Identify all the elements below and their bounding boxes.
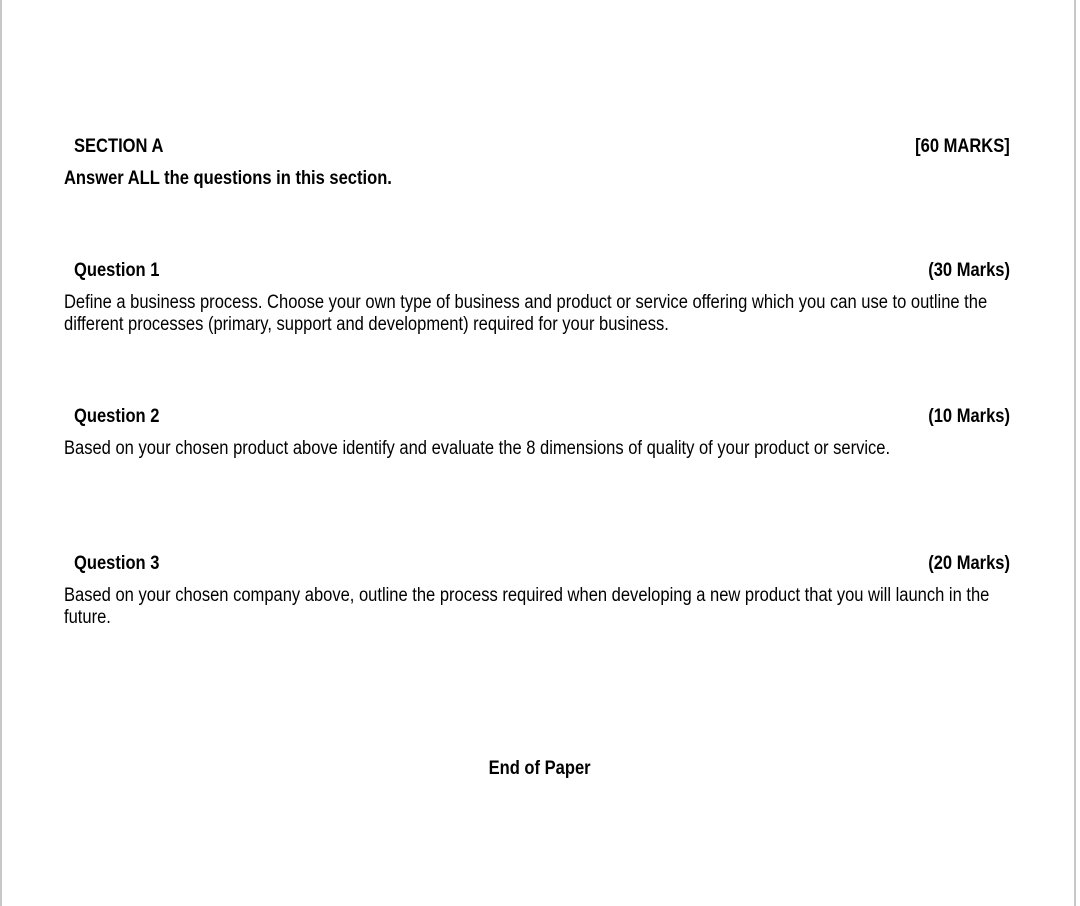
question-3-marks: (20 Marks): [928, 553, 1010, 574]
section-heading: [74, 136, 1010, 158]
question-1-marks: (30 Marks): [928, 260, 1010, 281]
question-3-heading: [74, 553, 1010, 575]
question-2-text: Based on your chosen product above identify and evaluate the 8 dimensions of quality of your product or service.: [64, 438, 891, 459]
section-marks: [60 MARKS]: [915, 136, 1010, 157]
question-3-title: Question 3: [74, 553, 160, 574]
question-3-text: Based on your chosen company above, outline the process required when developing a new product that you will launch in the future.: [64, 585, 990, 628]
question-2-marks: (10 Marks): [928, 406, 1010, 427]
end-of-paper: End of Paper: [489, 758, 591, 779]
section-instruction: Answer ALL the questions in this section.: [64, 168, 392, 189]
question-2-title: Question 2: [74, 406, 160, 427]
question-1-title: Question 1: [74, 260, 160, 281]
question-1-heading: [74, 260, 1010, 282]
question-2-heading: [74, 406, 1010, 428]
question-1-text: Define a business process. Choose your own type of business and product or service offering which you can use to outline the different processes (primary, support and development) required for your business.: [64, 292, 988, 335]
section-title: SECTION A: [74, 136, 164, 157]
